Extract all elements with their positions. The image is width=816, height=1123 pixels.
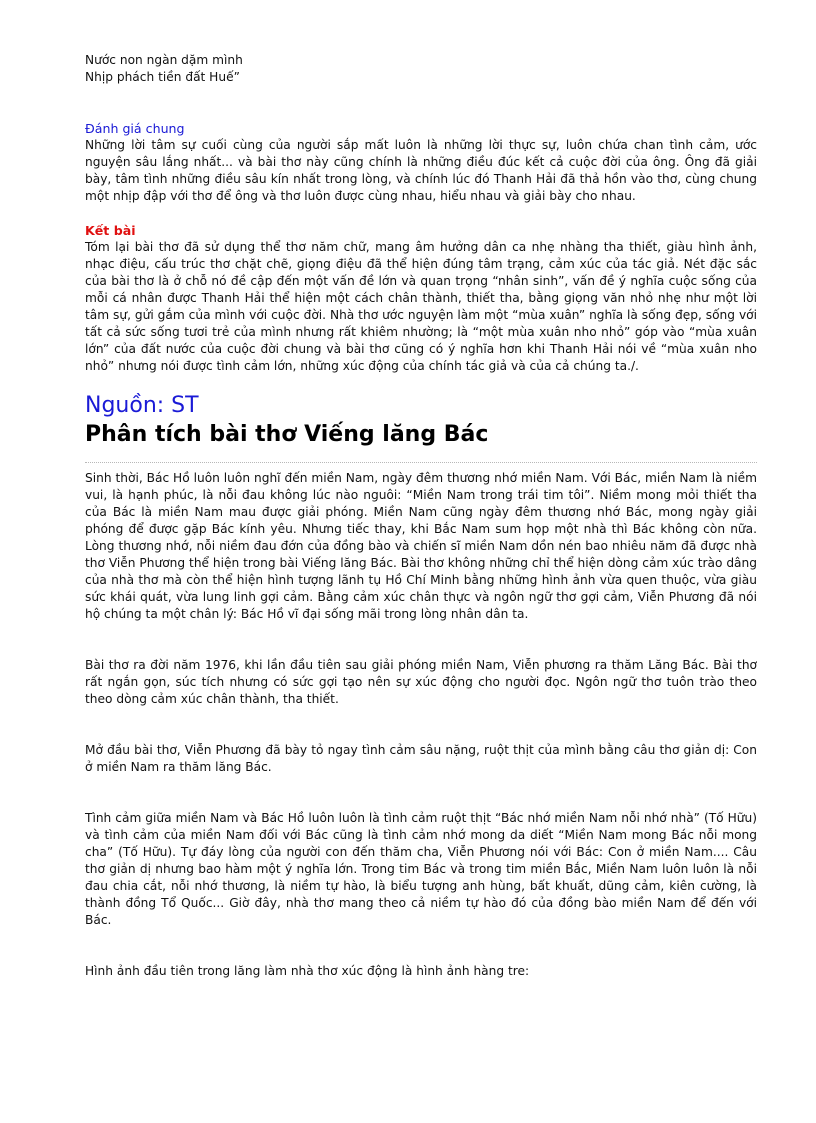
paragraph: Bài thơ ra đời năm 1976, khi lần đầu tiên sau giải phóng miền Nam, Viễn phương ra thăm Lăng Bác. Bài thơ rất ngắn gọn, súc tích nhưng có sức gợi tạo nên sự xúc động cho người đọc. Ngôn ngữ thơ tuôn trào theo theo dòng cảm xúc chân thành, tha thiết. [85,658,757,706]
document-page [85,52,757,980]
paragraph: Hình ảnh đầu tiên trong lăng làm nhà thơ xúc động là hình ảnh hàng tre: [85,964,530,978]
conclusion-heading: Kết bài [85,223,136,238]
conclusion-body: Tóm lại bài thơ đã sử dụng thể thơ năm chữ, mang âm hưởng dân ca nhẹ nhàng tha thiết, giàu hình ảnh, nhạc điệu, cấu trúc thơ chặt chẽ, giọng điệu đã thể hiện đúng tâm trạng, cảm xúc của tác giả. Nét đặc sắc của bài thơ là ở chỗ nó đề cập đến một vấn đề lớn và quan trọng “nhân sinh”, vấn đề ý nghĩa cuộc sống của mỗi cá nhân được Thanh Hải thể hiện một cách chân thành, thiết tha, bằng giọng văn nhỏ nhẹ như một lời tâm sự, gửi gắm của mình với cuộc đời. Nhà thơ ước nguyện làm một “mùa xuân” nghĩa là sống đẹp, sống với tất cả sức sống tươi trẻ của mình nhưng rất khiêm nhường; là “một mùa xuân nho nhỏ” góp vào “mùa xuân lớn” của đất nước của cuộc đời chung và bài thơ cũng có ý nghĩa hơn khi Thanh Hải nói về “mùa xuân nho nhỏ” nhưng nói được tình cảm lớn, những xúc động của chính tác giả và của cả chúng ta./. [85,240,757,373]
source-heading: Nguồn: ST [85,393,199,418]
general-assessment-heading: Đánh giá chung [85,121,185,136]
verse-line: Nước non ngàn dặm mình [85,53,243,67]
article-title: Phân tích bài thơ Viếng lăng Bác [85,422,489,447]
paragraph: Tình cảm giữa miền Nam và Bác Hồ luôn luôn là tình cảm ruột thịt “Bác nhớ miền Nam nỗi nhớ nhà” (Tố Hữu) và tình cảm của miền Nam đối với Bác cũng là tình cảm nhớ mong da diết “Miền Nam mong Bác nỗi mong cha” (Tố Hữu). Tự đáy lòng của người con đến thăm cha, Viễn Phương nói với Bác: Con ở miền Nam.... Câu thơ giản dị nhưng bao hàm một ý nghĩa lớn. Trong tim Bác và trong tim miền Bắc, Miền Nam luôn luôn là nỗi đau chia cắt, nỗi nhớ thương, là niềm tự hào, là biểu tượng anh hùng, bất khuất, dũng cảm, kiên cường, là thành đồng Tổ Quốc... Giờ đây, nhà thơ mang theo cả niềm tự hào đó của đồng bào miền Nam để đến với Bác. [85,811,757,927]
verse-line: Nhịp phách tiền đất Huế” [85,70,240,84]
verse-excerpt [85,52,757,86]
paragraph: Sinh thời, Bác Hồ luôn luôn nghĩ đến miền Nam, ngày đêm thương nhớ miền Nam. Với Bác, miền Nam là niềm vui, là hạnh phúc, là nỗi đau không lúc nào nguôi: “Miền Nam trong trái tim tôi”. Niềm mong mỏi thiết tha của Bác là miền Nam mau được giải phóng. Miền Nam cũng ngày đêm thương nhớ Bác, mong ngày giải phóng để được gặp Bác kính yêu. Nhưng tiếc thay, khi Bắc Nam sum họp một nhà thì Bác không còn nữa. Lòng thương nhớ, nỗi niềm đau đớn của đồng bào và chiến sĩ miền Nam dồn nén bao nhiêu năm đã được nhà thơ Viễn Phương thể hiện trong bài Viếng lăng Bác. Bài thơ không những chỉ thể hiện dòng cảm xúc trào dâng của nhà thơ mà còn thể hiện hình tượng lãnh tụ Hồ Chí Minh bằng những hình ảnh vừa quen thuộc, vừa giàu sức khái quát, vừa lung linh gợi cảm. Bằng cảm xúc chân thực và ngôn ngữ thơ gợi cảm, Viễn Phương đã nói hộ chúng ta một chân lý: Bác Hồ vĩ đại sống mãi trong lòng nhân dân ta. [85,471,757,621]
paragraph: Mở đầu bài thơ, Viễn Phương đã bày tỏ ngay tình cảm sâu nặng, ruột thịt của mình bằng câu thơ giản dị: Con ở miền Nam ra thăm lăng Bác. [85,743,757,774]
general-assessment-body: Những lời tâm sự cuối cùng của người sắp mất luôn là những lời thực sự, luôn chứa chan tình cảm, ước nguyện sâu lắng nhất... và bài thơ này cũng chính là những điều đúc kết cả cuộc đời của ông. Ông đã giải bày, tâm tình những điều sâu kín nhất trong lòng, và chính lúc đó Thanh Hải đã thả hồn vào thơ, cùng chung một nhịp đập với thơ để ông và thơ luôn được cùng nhau, hiểu nhau và giải bày cho nhau. [85,138,757,203]
